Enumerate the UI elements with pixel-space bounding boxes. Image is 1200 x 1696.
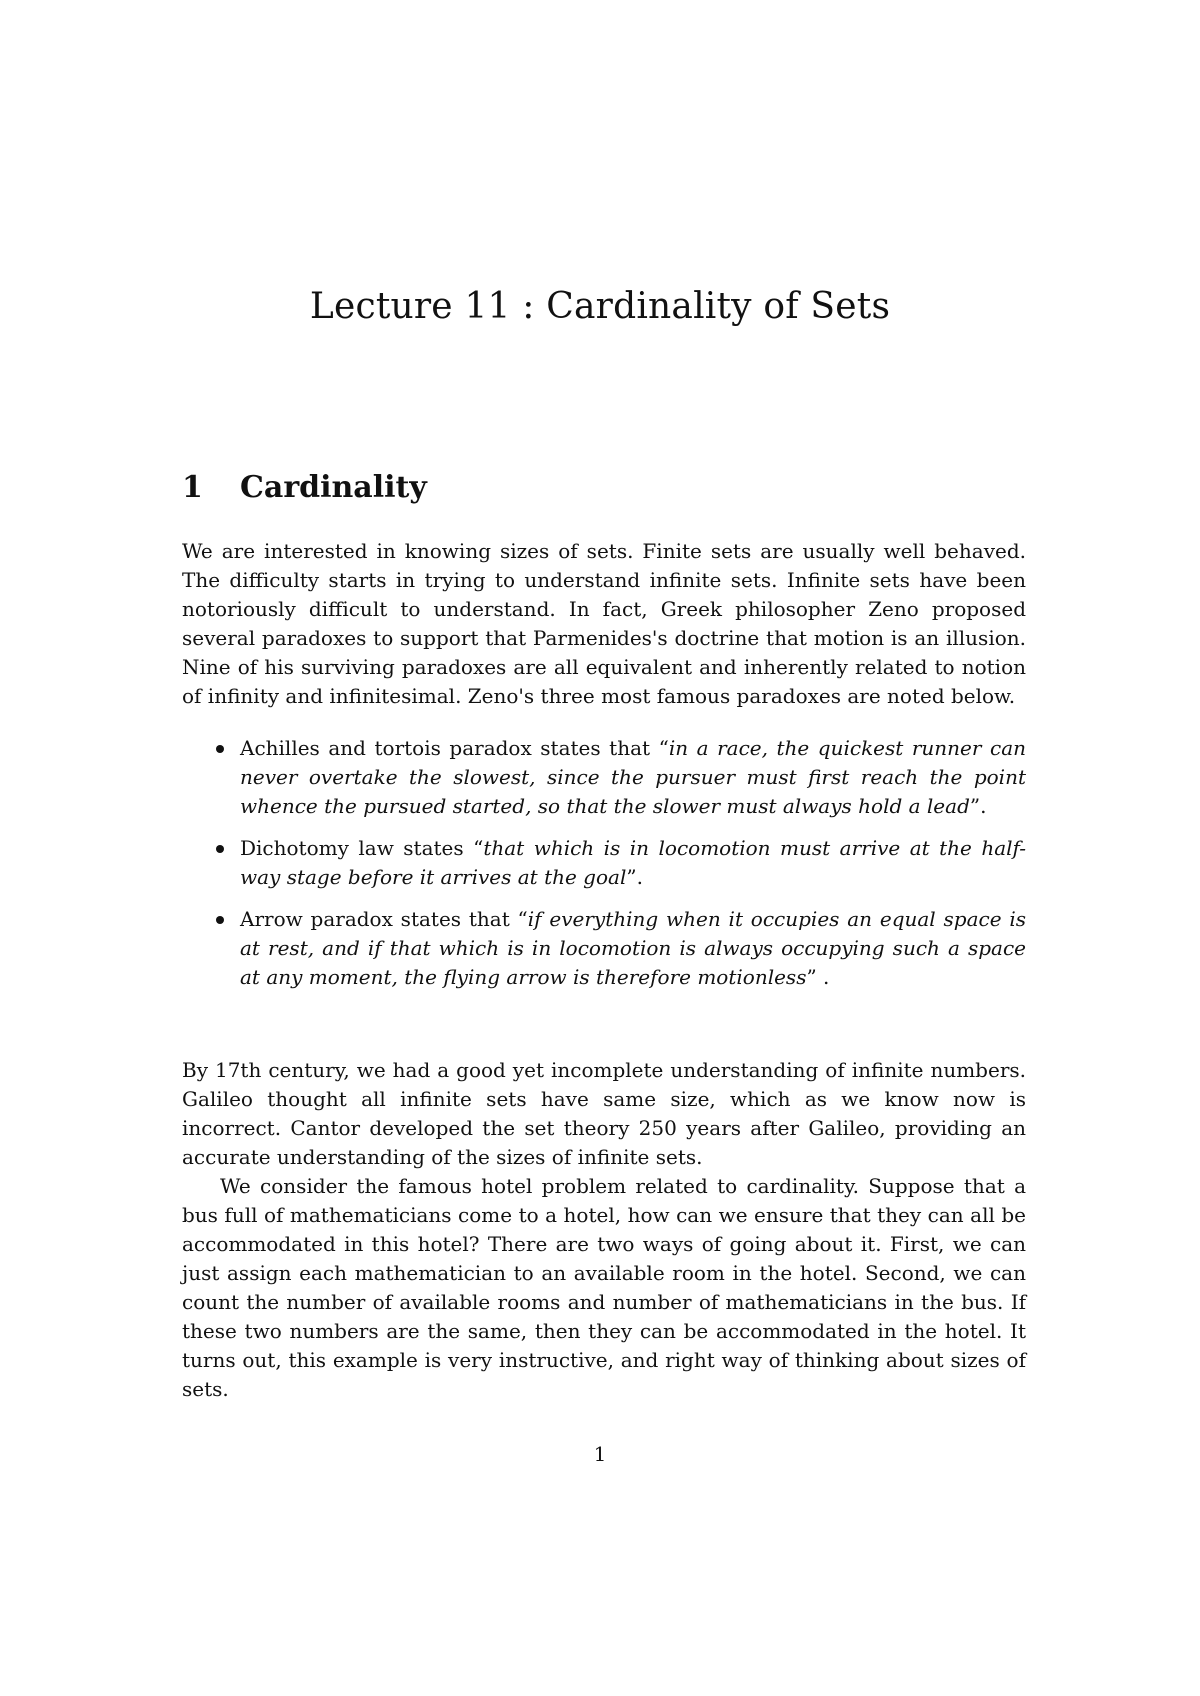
list-item <box>182 905 1026 992</box>
section-heading <box>182 470 427 505</box>
document-title: Lecture 11 : Cardinality of Sets <box>309 286 891 327</box>
hotel-paragraph-block <box>182 1172 1026 1404</box>
paradox-lead: Arrow paradox states that “ <box>240 907 528 931</box>
paradox-tail: ” . <box>806 965 830 989</box>
intro-paragraph: We are interested in knowing sizes of sets. Finite sets are usually well behaved. The difficulty starts in trying to understand infinite sets. Infinite sets have been notoriously difficult to understand. In fact, Greek philosopher Zeno proposed several paradoxes to support that Parmenides's doctrine that motion is an illusion. Nine of his surviving paradoxes are all equivalent and inherently related to notion of infinity and infinitesimal. Zeno's three most famous paradoxes are noted below. <box>182 539 1026 708</box>
section-title: Cardinality <box>240 470 427 505</box>
hotel-paragraph: We consider the famous hotel problem related to cardinality. Suppose that a bus full of mathematicians come to a hotel, how can we ensure that they can all be accommodated in this hotel? There are two ways of going about it. First, we can just assign each mathematician to an available room in the hotel. Second, we can count the number of available rooms and number of mathematicians in the bus. If these two numbers are the same, then they can be accommodated in the hotel. It turns out, this example is very instructive, and right way of thinking about sizes of sets. <box>182 1174 1026 1401</box>
paradox-tail: ”. <box>969 794 987 818</box>
paradox-lead: Achilles and tortois paradox states that “ <box>240 736 669 760</box>
paradox-list <box>182 734 1026 1005</box>
paradox-quote: if everything when it occupies an equal space is at rest, and if that which is in locomotion is always occupying such a space at any moment, the flying arrow is therefore motionless <box>240 907 1027 989</box>
paradox-lead: Dichotomy law states “ <box>240 836 484 860</box>
bullet-icon <box>216 745 224 753</box>
section-number: 1 <box>182 470 203 505</box>
bullet-icon <box>216 845 224 853</box>
paradox-quote: in a race, the quickest runner can never overtake the slowest, since the pursuer must first reach the point whence the pursued started, so that the slower must always hold a lead <box>240 736 1026 818</box>
paradox-quote: that which is in locomotion must arrive at the half-way stage before it arrives at the goal <box>240 836 1027 889</box>
history-paragraph: By 17th century, we had a good yet incomplete understanding of infinite numbers. Galileo thought all infinite sets have same size, which as we know now is incorrect. Cantor developed the set theory 250 years after Galileo, providing an accurate understanding of the sizes of infinite sets. <box>182 1058 1026 1169</box>
intro-paragraph-block <box>182 537 1026 711</box>
list-item <box>182 834 1026 892</box>
page-number: 1 <box>593 1442 607 1466</box>
paradox-tail: ”. <box>626 865 643 889</box>
history-paragraph-block <box>182 1056 1026 1172</box>
list-item <box>182 734 1026 821</box>
bullet-icon <box>216 916 224 924</box>
